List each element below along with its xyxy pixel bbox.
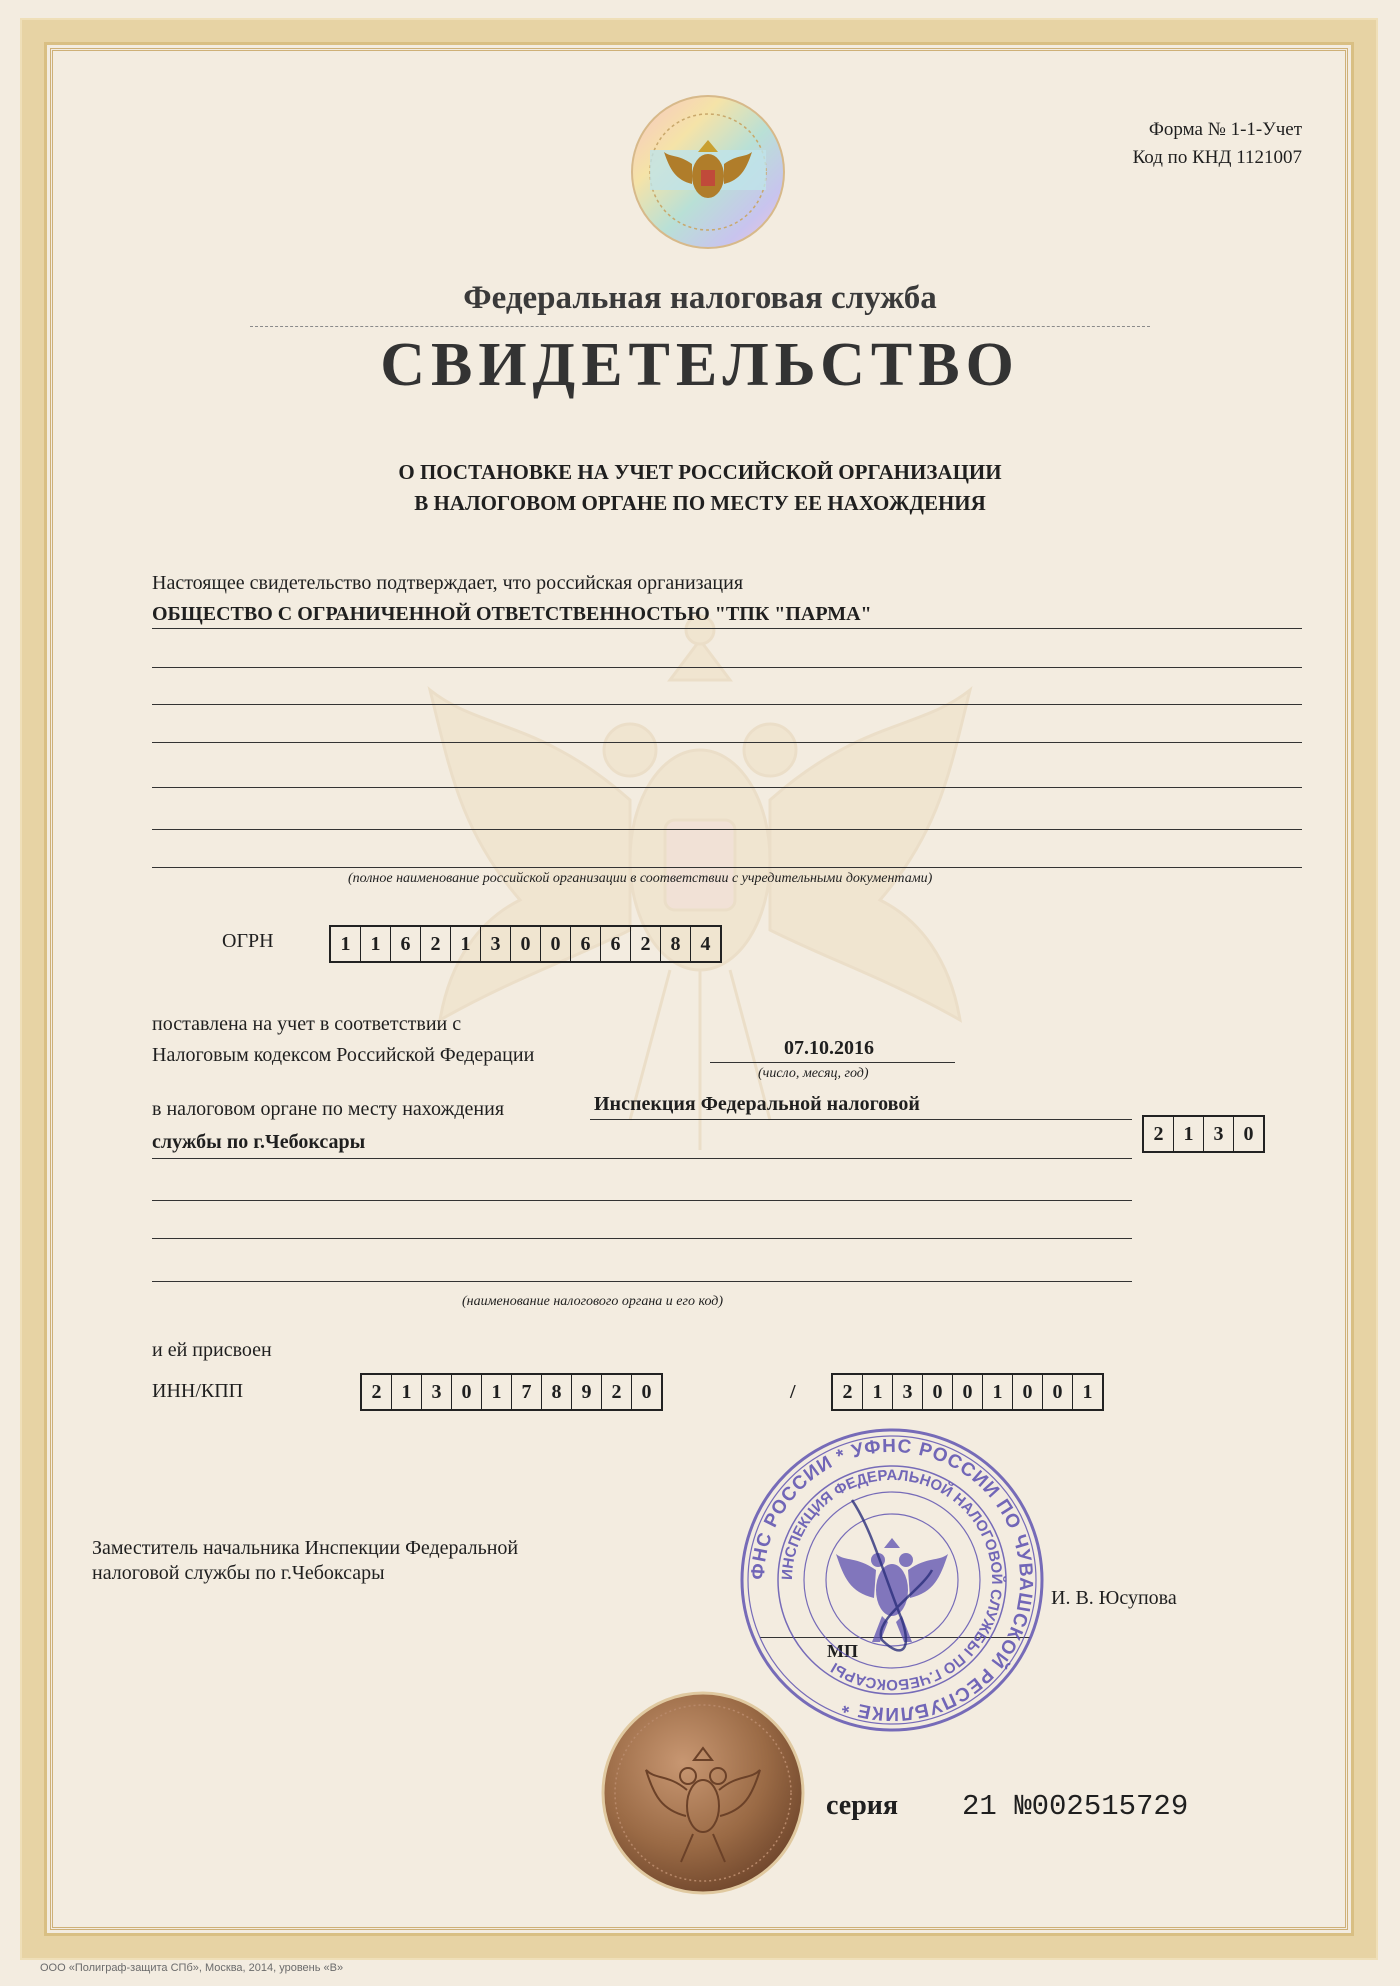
signatory-position-line-1: Заместитель начальника Инспекции Федеральной	[92, 1537, 519, 1559]
kpp-digit: 1	[1082, 1381, 1093, 1403]
inn-digit: 9	[572, 1375, 602, 1409]
inn-digit: 2	[602, 1375, 632, 1409]
ogrn-digit: 2	[631, 927, 661, 961]
inn-digit: 3	[422, 1375, 452, 1409]
ogrn-digit: 3	[481, 927, 511, 961]
org-name-rule-6	[152, 829, 1302, 830]
form-identifier	[1133, 116, 1302, 172]
inn-digit-boxes	[360, 1373, 663, 1411]
date-caption: (число, месяц, год)	[758, 1066, 869, 1081]
copper-seal	[598, 1688, 808, 1898]
inn-digit: 0	[641, 1381, 652, 1403]
tax-code-digit: 3	[1204, 1117, 1234, 1151]
registration-line-1: поставлена на учет в соответствии с	[152, 1013, 462, 1035]
ogrn-digit: 1	[451, 927, 481, 961]
ogrn-digit: 2	[421, 927, 451, 961]
series-number: 21 №002515729	[962, 1790, 1189, 1823]
signatory-position-line-2: налоговой службы по г.Чебоксары	[92, 1562, 385, 1584]
tax-authority-caption: (наименование налогового органа и его код)	[462, 1294, 724, 1309]
date-rule	[710, 1062, 955, 1063]
tax-authority-rule-4	[152, 1281, 1132, 1282]
inn-digit: 0	[452, 1375, 482, 1409]
tax-authority-rule-2	[152, 1200, 1132, 1201]
registration-date: 07.10.2016	[784, 1037, 874, 1059]
kpp-digit: 0	[1043, 1375, 1073, 1409]
inn-digit: 8	[542, 1375, 572, 1409]
org-name-rule-3	[152, 704, 1302, 705]
org-name-rule-1	[152, 628, 1302, 629]
registration-line-2: Налоговым кодексом Российской Федерации	[152, 1044, 535, 1066]
org-name-rule-4	[152, 742, 1302, 743]
stamp-outer-text: ФНС РОССИИ * УФНС РОССИИ ПО ЧУВАШСКОЙ РЕСПУБЛИКЕ *	[747, 1435, 1037, 1725]
tax-code-digit: 0	[1243, 1123, 1254, 1145]
printer-footer: ООО «Полиграф-защита СПб», Москва, 2014, уровень «В»	[40, 1962, 344, 1974]
kpp-digit: 0	[1013, 1375, 1043, 1409]
ogrn-digit: 1	[361, 927, 391, 961]
inn-digit: 1	[482, 1375, 512, 1409]
org-name-rule-5	[152, 787, 1302, 788]
org-name-rule-2	[152, 667, 1302, 668]
tax-authority-rule-0	[590, 1119, 1132, 1120]
kpp-digit: 0	[953, 1375, 983, 1409]
service-name: Федеральная налоговая служба	[463, 280, 937, 316]
background-eagle-emblem	[390, 600, 1010, 1240]
tax-authority-rule-1	[152, 1158, 1132, 1159]
org-name-rule-7	[152, 867, 1302, 868]
knd-code: Код по КНД 1121007	[1132, 147, 1302, 168]
hologram-emblem	[628, 92, 788, 252]
ogrn-digit: 6	[391, 927, 421, 961]
ogrn-digit: 4	[700, 933, 711, 955]
form-number: Форма № 1-1-Учет	[1148, 119, 1302, 140]
kpp-digit: 2	[833, 1375, 863, 1409]
ogrn-digit: 8	[661, 927, 691, 961]
tax-authority-code-boxes	[1142, 1115, 1265, 1153]
tax-authority-name-line-1: Инспекция Федеральной налоговой	[594, 1093, 920, 1115]
tax-authority-name-line-2: службы по г.Чебоксары	[152, 1131, 366, 1153]
series-label: серия	[826, 1790, 899, 1821]
stamp-eagle-icon	[836, 1538, 948, 1642]
organization-name: ОБЩЕСТВО С ОГРАНИЧЕННОЙ ОТВЕТСТВЕННОСТЬЮ "ТПК "ПАРМА"	[152, 603, 872, 625]
ogrn-label: ОГРН	[222, 930, 274, 952]
kpp-digit-boxes	[831, 1373, 1104, 1411]
ogrn-digit: 6	[571, 927, 601, 961]
kpp-digit: 0	[923, 1375, 953, 1409]
kpp-digit: 3	[893, 1375, 923, 1409]
ogrn-digit-boxes	[329, 925, 722, 963]
organization-intro: Настоящее свидетельство подтверждает, что российская организация	[152, 572, 744, 594]
ogrn-digit: 0	[541, 927, 571, 961]
signatory-name: И. В. Юсупова	[1051, 1587, 1177, 1609]
inn-digit: 1	[392, 1375, 422, 1409]
subtitle-line-1: О ПОСТАНОВКЕ НА УЧЕТ РОССИЙСКОЙ ОРГАНИЗАЦИИ	[398, 460, 1002, 484]
tax-code-digit: 1	[1174, 1117, 1204, 1151]
ogrn-digit: 1	[331, 927, 361, 961]
inn-digit: 7	[512, 1375, 542, 1409]
ogrn-digit: 0	[511, 927, 541, 961]
inn-kpp-label: ИНН/КПП	[152, 1380, 244, 1402]
organization-caption: (полное наименование российской организации в соответствии с учредительными документами)	[348, 871, 933, 886]
kpp-digit: 1	[983, 1375, 1013, 1409]
service-divider	[250, 326, 1150, 327]
tax-authority-rule-3	[152, 1238, 1132, 1239]
document-subtitle	[0, 457, 1400, 519]
inn-kpp-separator: /	[790, 1381, 796, 1403]
inn-digit: 2	[362, 1375, 392, 1409]
document-title: СВИДЕТЕЛЬСТВО	[380, 331, 1020, 399]
stamp-place-label: МП	[827, 1641, 858, 1661]
kpp-digit: 1	[863, 1375, 893, 1409]
ogrn-digit: 6	[601, 927, 631, 961]
tax-authority-label: в налоговом органе по месту нахождения	[152, 1098, 505, 1120]
tax-code-digit: 2	[1144, 1117, 1174, 1151]
subtitle-line-2: В НАЛОГОВОМ ОРГАНЕ ПО МЕСТУ ЕЕ НАХОЖДЕНИЯ	[414, 491, 986, 515]
assignment-label: и ей присвоен	[152, 1339, 272, 1361]
stamp-inner-text: ИНСПЕКЦИЯ ФЕДЕРАЛЬНОЙ НАЛОГОВОЙ СЛУЖБЫ ПО Г.ЧЕБОКСАРЫ	[778, 1466, 1006, 1694]
